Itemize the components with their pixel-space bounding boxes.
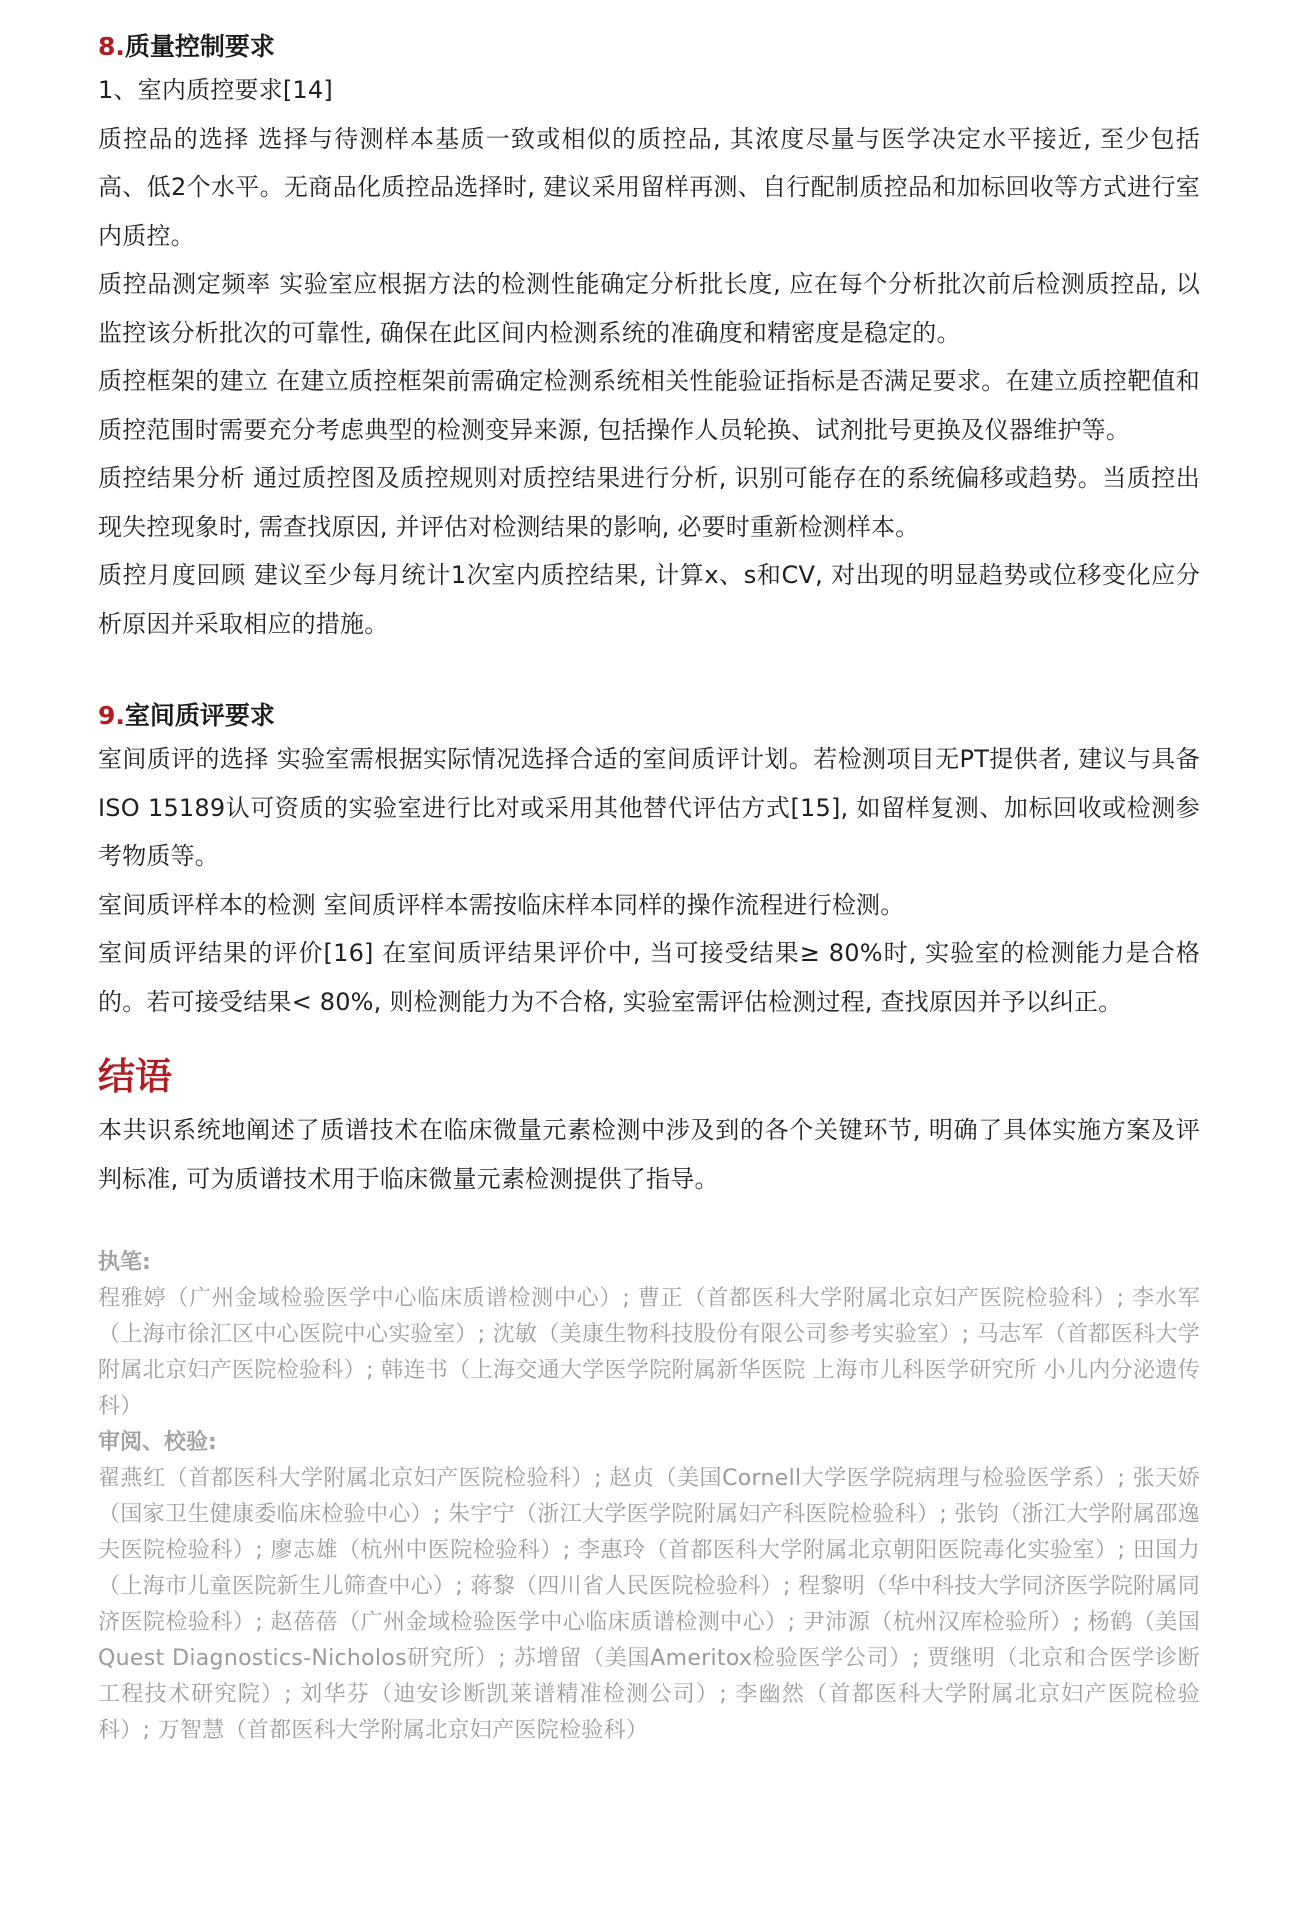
section-8-number: 8. (98, 32, 125, 61)
section-8-title: 质量控制要求 (124, 32, 275, 61)
section-9-title: 室间质评要求 (124, 701, 275, 730)
section-8-paragraph-1: 1、室内质控要求[14] (98, 76, 333, 104)
section-8-paragraph-2: 质控品的选择 选择与待测样本基质一致或相似的质控品, 其浓度尽量与医学决定水平接近, 至少包括高、低2个水平。无商品化质控品选择时, 建议采用留样再测、自行配制质控品和加标回收等方式进行室内质控。 (98, 124, 1200, 250)
conclusion-title: 结语 (98, 1055, 172, 1098)
section-9-number: 9. (98, 701, 125, 730)
section-9-paragraph-3: 室间质评结果的评价[16] 在室间质评结果评价中, 当可接受结果≥ 80%时, 实验室的检测能力是合格的。若可接受结果< 80%, 则检测能力为不合格, 实验室需评估检测过程, 查找原因并予以纠正。 (98, 939, 1200, 1016)
section-8-paragraph-5: 质控结果分析 通过质控图及质控规则对质控结果进行分析, 识别可能存在的系统偏移或趋势。当质控出现失控现象时, 需查找原因, 并评估对检测结果的影响, 必要时重新检测样本。 (98, 464, 1200, 541)
authors-label: 执笔: (98, 1250, 151, 1275)
section-8-heading (98, 28, 1200, 66)
authors-list: 程雅婷（广州金域检验医学中心临床质谱检测中心）; 曹正（首都医科大学附属北京妇产医院检验科）; 李水军（上海市徐汇区中心医院中心实验室）; 沈敏（美康生物科技股份有限公司参考实验室）; 马志军（首都医科大学附属北京妇产医院检验科）; 韩连书（上海交通大学医学院附属新华医院 上海市儿科医学研究所 小儿内分泌遗传科） (98, 1286, 1200, 1419)
reviewers-list: 翟燕红（首都医科大学附属北京妇产医院检验科）; 赵贞（美国Cornell大学医学院病理与检验医学系）; 张天娇（国家卫生健康委临床检验中心）; 朱宇宁（浙江大学医学院附属妇产科医院检验科）; 张钧（浙江大学附属邵逸夫医院检验科）; 廖志雄（杭州中医院检验科）; 李惠玲（首都医科大学附属北京朝阳医院毒化实验室）; 田国力（上海市儿童医院新生儿筛查中心）; 蒋黎（四川省人民医院检验科）; 程黎明（华中科技大学同济医学院附属同济医院检验科）; 赵蓓蓓（广州金域检验医学中心临床质谱检测中心）; 尹沛源（杭州汉库检验所）; 杨鹤（美国Quest Diagnostics-Nicholos研究所）; 苏增留（美国Ameritox检验医学公司）; 贾继明（北京和合医学诊断工程技术研究院）; 刘华芬（迪安诊断凯莱谱精准检测公司）; 李幽然（首都医科大学附属北京妇产医院检验科）; 万智慧（首都医科大学附属北京妇产医院检验科） (98, 1466, 1200, 1743)
reviewers-label: 审阅、校验: (98, 1430, 217, 1455)
section-spacer (98, 1026, 1200, 1052)
section-spacer (98, 648, 1200, 697)
section-9-paragraph-2: 室间质评样本的检测 室间质评样本需按临床样本同样的操作流程进行检测。 (98, 890, 905, 919)
credits-block (98, 1245, 1200, 1749)
conclusion-text: 本共识系统地阐述了质谱技术在临床微量元素检测中涉及到的各个关键环节, 明确了具体实施方案及评判标准, 可为质谱技术用于临床微量元素检测提供了指导。 (98, 1116, 1200, 1193)
section-8-paragraph-6: 质控月度回顾 建议至少每月统计1次室内质控结果, 计算x、s和CV, 对出现的明显趋势或位移变化应分析原因并采取相应的措施。 (98, 561, 1200, 638)
section-8-paragraph-4: 质控框架的建立 在建立质控框架前需确定检测系统相关性能验证指标是否满足要求。在建立质控靶值和质控范围时需要充分考虑典型的检测变异来源, 包括操作人员轮换、试剂批号更换及仪器维护等。 (98, 367, 1200, 444)
section-9-paragraph-1: 室间质评的选择 实验室需根据实际情况选择合适的室间质评计划。若检测项目无PT提供者, 建议与具备ISO 15189认可资质的实验室进行比对或采用其他替代评估方式[15], 如留样复测、加标回收或检测参考物质等。 (98, 745, 1200, 870)
section-spacer (98, 1203, 1200, 1245)
article-content (98, 28, 1200, 1749)
section-8-paragraph-3: 质控品测定频率 实验室应根据方法的检测性能确定分析批长度, 应在每个分析批次前后检测质控品, 以监控该分析批次的可靠性, 确保在此区间内检测系统的准确度和精密度是稳定的。 (98, 270, 1200, 347)
section-9-heading (98, 697, 1200, 735)
